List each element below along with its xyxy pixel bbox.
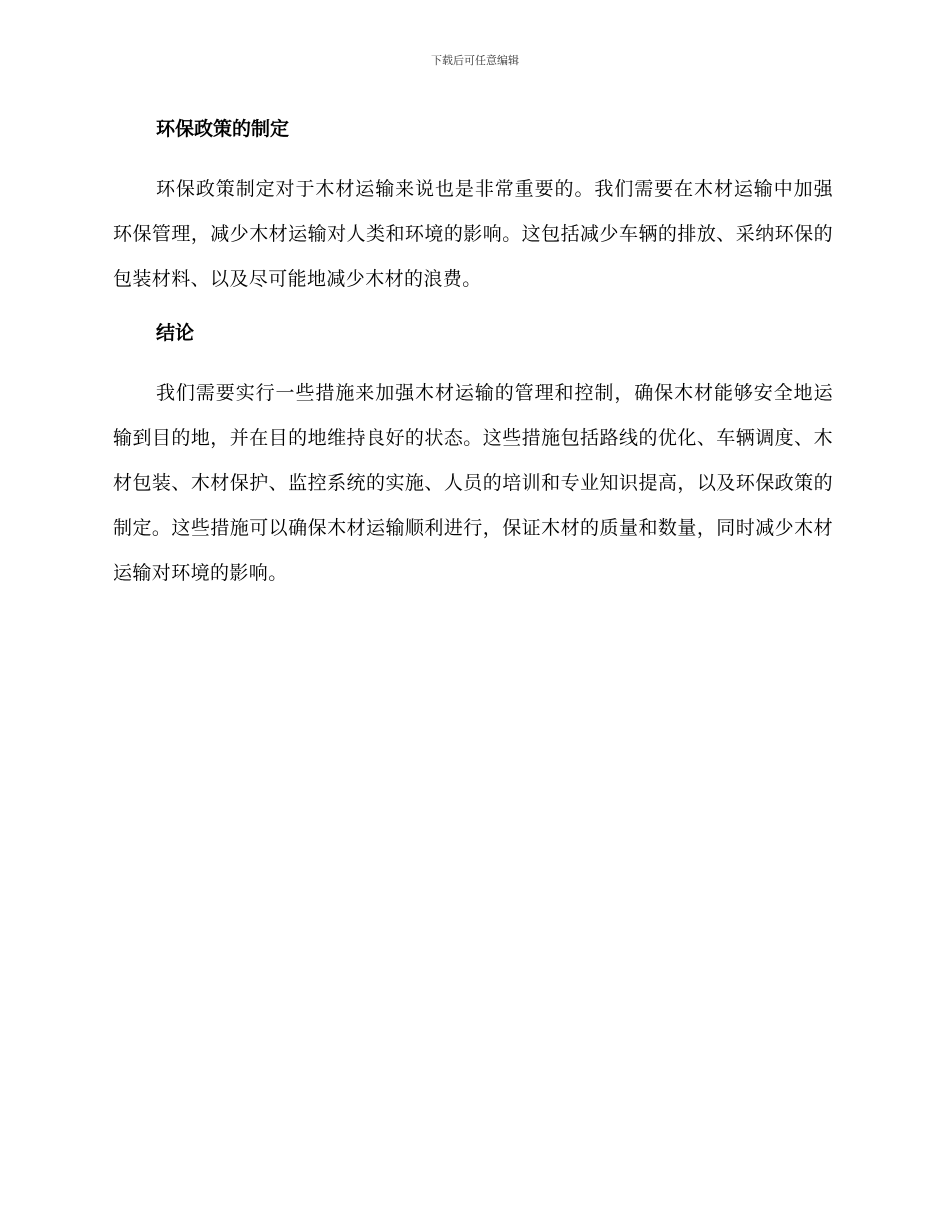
section-heading-environmental-policy: 环保政策的制定 — [156, 118, 290, 140]
paragraph-environmental-policy: 环保政策制定对于木材运输来说也是非常重要的。我们需要在木材运输中加强环保管理，减少木材运输对人类和环境的影响。这包括减少车辆的排放、采纳环保的包装材料、以及尽可能地减少木材的浪费。 — [113, 178, 833, 290]
section-heading-conclusion: 结论 — [156, 322, 195, 344]
paragraph-conclusion: 我们需要实行一些措施来加强木材运输的管理和控制，确保木材能够安全地运输到目的地，并在目的地维持良好的状态。这些措施包括路线的优化、车辆调度、木材包装、木材保护、监控系统的实施、人员的培训和专业知识提高，以及环保政策的制定。这些措施可以确保木材运输顺利进行，保证木材的质量和数量，同时减少木材运输对环境的影响。 — [113, 382, 833, 584]
page-header: 下载后可任意编辑 — [431, 54, 519, 67]
spacer — [113, 349, 833, 371]
spacer — [113, 145, 833, 167]
spacer — [113, 302, 833, 317]
document-body — [113, 113, 833, 596]
